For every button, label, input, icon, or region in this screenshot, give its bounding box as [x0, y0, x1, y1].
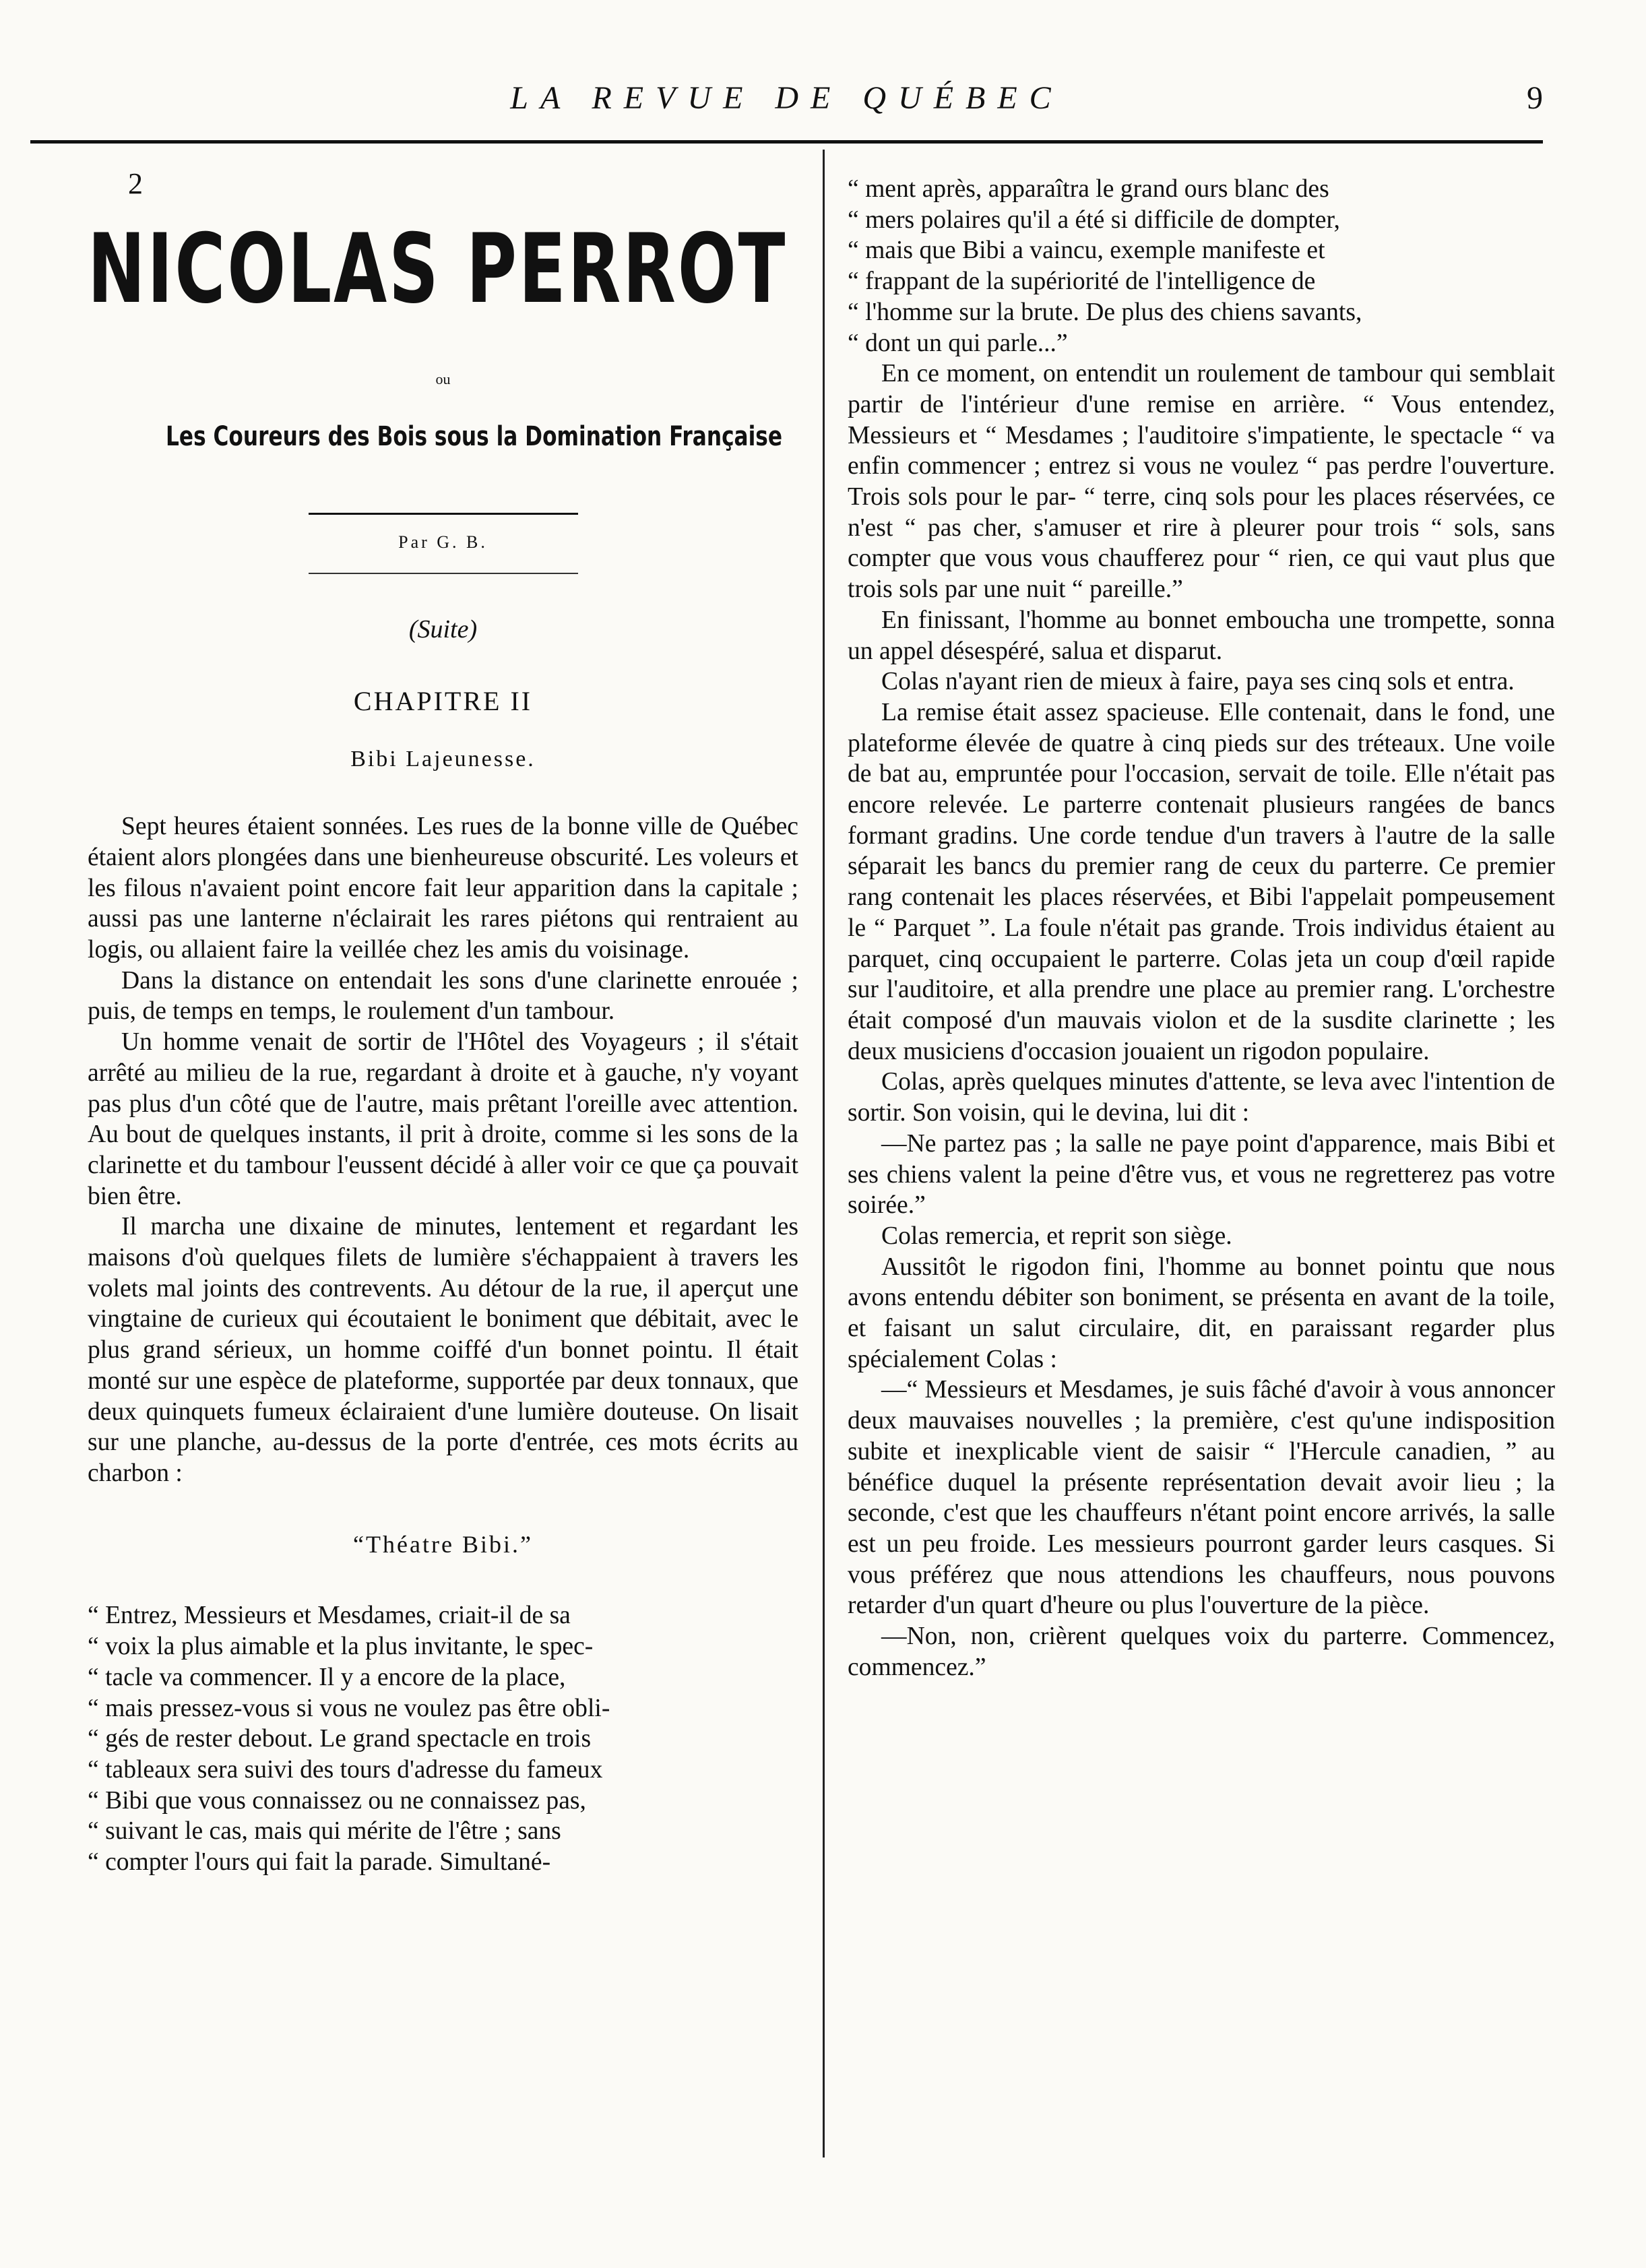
quote-line: “ dont un qui parle...”: [848, 329, 1068, 357]
quote-line: “ voix la plus aimable et la plus invitante, le spec-: [88, 1633, 594, 1661]
quote-line: “ mers polaires qu'il a été si difficile de dompter,: [848, 206, 1340, 234]
quote-line: “ Entrez, Messieurs et Mesdames, criait-il de sa: [88, 1602, 571, 1630]
article-title: NICOLAS PERROT: [88, 214, 788, 325]
theatre-sign: “Théatre Bibi.”: [353, 1530, 533, 1558]
quote-line: “ mais pressez-vous si vous ne voulez pas être obli-: [88, 1694, 610, 1722]
quote-line: “ compter l'ours qui fait la parade. Simultané-: [88, 1848, 551, 1877]
quote-line: “ suivant le cas, mais qui mérite de l'être ; sans: [88, 1817, 561, 1846]
paragraph: En finissant, l'homme au bonnet emboucha une trompette, sonna un appel désespéré, salua et disparut.: [848, 606, 1555, 665]
chapter-heading: CHAPITRE II: [353, 685, 533, 716]
paragraph: Colas, après quelques minutes d'attente, se leva avec l'intention de sortir. Son voisin, qui le devina, lui dit :: [848, 1068, 1555, 1127]
column-separator: [823, 150, 825, 2157]
paragraph: La remise était assez spacieuse. Elle contenait, dans le fond, une plateforme élevée de quatre à cinq pieds sur des tréteaux. Une voile de bat au, empruntée pour l'occasion, servait de toile. Elle n'était pas encore relevée. Le parterre contenait plusieurs rangées de bancs formant gradins. Une corde tendue d'un travers à l'autre de la salle séparait les bancs du premier rang de ceux du parterre. Ce premier rang contenait les places réservées, et Bibi l'appelait pompeusement le “ Parquet ”. La foule n'était pas grande. Trois individus étaient au parquet, cinq occupaient le parterre. Colas jeta un coup d'œil rapide sur l'auditoire, et alla prendre une place au premier rang. L'orchestre était composé d'un mauvais violon et de la susdite clarinette ; les deux musiciens d'occasion jouaient un rigodon populaire.: [848, 698, 1555, 1065]
quote-line: “ tacle va commencer. Il y a encore de la place,: [88, 1663, 566, 1691]
paragraph: —Non, non, crièrent quelques voix du parterre. Commencez, commencez.”: [848, 1623, 1555, 1681]
paragraph: Sept heures étaient sonnées. Les rues de la bonne ville de Québec étaient alors plongées dans une bienheureuse obscurité. Les voleurs et les filous n'avaient point encore fait leur apparition dans la capitale ; aussi pas une lanterne n'éclairait les rares piétons qui rentraient au logis, ou allaient faire la veillée chez les amis du voisinage.: [88, 813, 798, 964]
quote-line: “ gés de rester debout. Le grand spectacle en trois: [88, 1725, 592, 1753]
running-header: [30, 74, 1543, 128]
quote-line: “ mais que Bibi a vaincu, exemple manifeste et: [848, 237, 1325, 265]
paragraph: En ce moment, on entendit un roulement de tambour qui semblait partir de l'intérieur d'une remise en arrière. “ Vous entendez, Messieurs et “ Mesdames ; l'auditoire s'impatiente, le spectacle “ va enfin commencer ; entrez si vous ne voulez “ pas perdre l'ouverture. Trois sols pour le par- “ terre, cinq sols pour les places réservées, ce n'est “ pas cher, s'amuser et rire à pleurer pour trois “ sols, sans compter que vous vous chaufferez pour “ rien, ce qui vaut plus que trois sols par une nuit “ pareille.”: [848, 360, 1555, 604]
title-conjunction: ou: [435, 371, 451, 387]
quote-line: “ ment après, apparaîtra le grand ours blanc des: [848, 175, 1329, 203]
left-column: [88, 168, 798, 1878]
header-rule: [30, 140, 1543, 144]
continued-note: (Suite): [408, 615, 478, 644]
paragraph: Colas remercia, et reprit son siège.: [881, 1222, 1232, 1250]
paragraph: —Ne partez pas ; la salle ne paye point d'apparence, mais Bibi et ses chiens valent la peine d'être vus, et vous ne regretterez pas votre soirée.”: [848, 1129, 1555, 1220]
paragraph: Dans la distance on entendait les sons d'une clarinette enrouée ; puis, de temps en temps, le roulement d'un tambour.: [88, 966, 798, 1026]
paragraph: Colas n'ayant rien de mieux à faire, paya ses cinq sols et entra.: [881, 668, 1515, 696]
running-title: LA REVUE DE QUÉBEC: [510, 80, 1063, 116]
byline-text: Par G. B.: [398, 532, 488, 553]
paragraph: Un homme venait de sortir de l'Hôtel des Voyageurs ; il s'était arrêté au milieu de la rue, regardant à droite et à gauche, n'y voyant pas plus d'un côté que de l'autre, mais prêtant l'oreille avec attention. Au bout de quelques instants, il prit à droite, comme si les sons de la clarinette et du tambour l'eussent décidé à aller voir ce que ça pouvait bien être.: [88, 1028, 798, 1210]
serial-number: 2: [128, 167, 143, 200]
quote-line: “ tableaux sera suivi des tours d'adresse du fameux: [88, 1755, 603, 1784]
paragraph: —“ Messieurs et Mesdames, je suis fâché d'avoir à vous annoncer deux mauvaises nouvelles ; la première, c'est qu'une indisposition subite et inexplicable vient de saisir “ l'Hercule canadien, ” au bénéfice duquel la présente représentation devait avoir lieu ; la seconde, c'est que les chauffeurs n'étant point encore arrivés, la salle est un peu froide. Les messieurs pourront garder leurs casques. Si vous préférez que nous attendions les chauffeurs, nous pouvons retarder d'un quart d'heure ou plus l'ouverture de la pièce.: [848, 1376, 1555, 1620]
page-number: 9: [1527, 80, 1543, 116]
quote-line: “ Bibi que vous connaissez ou ne connaissez pas,: [88, 1786, 586, 1815]
article-subtitle: Les Coureurs des Bois sous la Domination Française: [166, 420, 783, 452]
right-column: [848, 174, 1555, 1682]
paragraph: Aussitôt le rigodon fini, l'homme au bonnet pointu que nous avons entendu débiter son boniment, se présenta en avant de la toile, et faisant un salut circulaire, dit, en paraissant regarder plus spécialement Colas :: [848, 1253, 1555, 1373]
byline: [309, 513, 578, 574]
quote-line: “ frappant de la supériorité de l'intelligence de: [848, 267, 1316, 296]
paragraph: Il marcha une dixaine de minutes, lentement et regardant les maisons d'où quelques filets de lumière s'échappaient à travers les volets mal joints des contrevents. Au détour de la rue, il aperçut une vingtaine de curieux qui écoutaient le boniment que débitait, avec le plus grand sérieux, un homme coiffé d'un bonnet pointu. Il était monté sur une espèce de plateforme, supportée par deux tonnaux, que deux quinquets fumeux éclairaient d'une lumière douteuse. On lisait sur une planche, au-dessus de la porte d'entrée, ces mots écrits au charbon :: [88, 1213, 798, 1487]
quote-line: “ l'homme sur la brute. De plus des chiens savants,: [848, 298, 1362, 326]
section-heading: Bibi Lajeunesse.: [350, 746, 536, 771]
